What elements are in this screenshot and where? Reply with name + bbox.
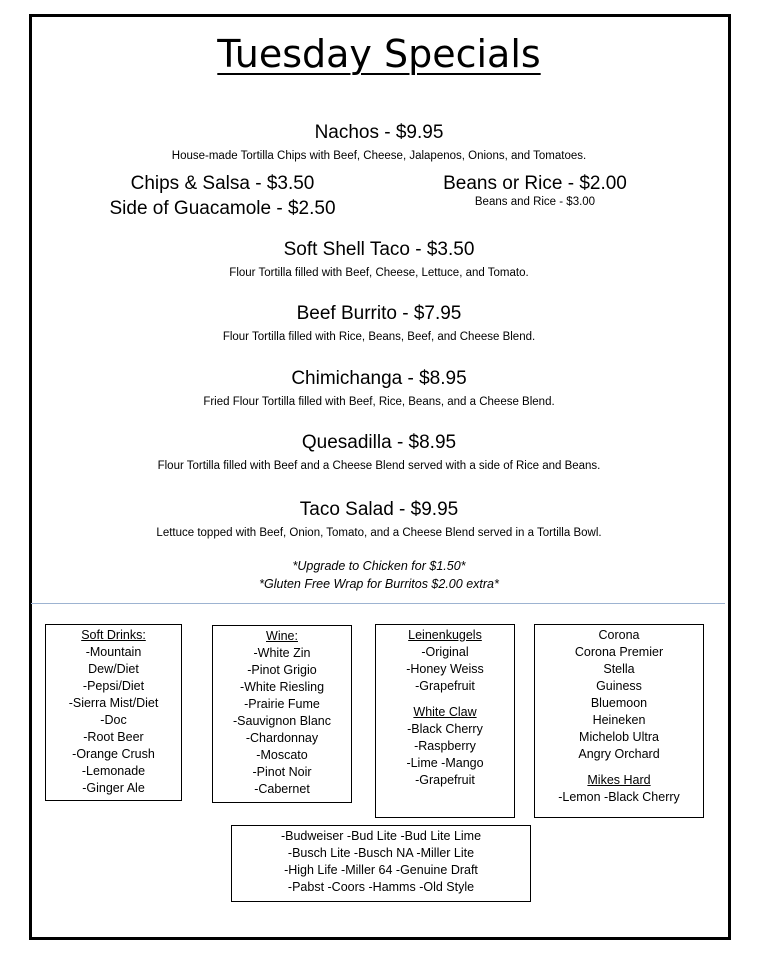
menu-item-taco xyxy=(0,239,758,279)
item-desc: House-made Tortilla Chips with Beef, Cheese, Jalapenos, Onions, and Tomatoes. xyxy=(171,150,587,162)
list-item: -Prairie Fume xyxy=(244,697,320,711)
item-name: Soft Shell Taco - $3.50 xyxy=(283,239,475,260)
item-chips-salsa: Chips & Salsa - $3.50 xyxy=(130,173,315,194)
soft-drinks-header: Soft Drinks: xyxy=(81,628,146,642)
domestic-beers-box xyxy=(231,825,531,902)
list-item: -Chardonnay xyxy=(245,731,319,745)
mikes-hard-header: Mikes Hard xyxy=(587,773,651,787)
item-desc: Beans and Rice - $3.00 xyxy=(474,196,596,208)
list-item: -Grapefruit xyxy=(415,679,475,693)
list-item: Stella xyxy=(603,662,635,676)
note-chicken-upgrade: *Upgrade to Chicken for $1.50* xyxy=(292,559,466,573)
list-item: -Sauvignon Blanc xyxy=(233,714,331,728)
list-item: -Cabernet xyxy=(254,782,310,796)
list-item: -Moscato xyxy=(256,748,308,762)
list-item: -Root Beer xyxy=(83,730,144,744)
menu-item-taco-salad xyxy=(0,499,758,539)
list-item: -Pepsi/Diet xyxy=(82,679,145,693)
list-item: Dew/Diet xyxy=(88,662,139,676)
list-item: -Lime -Mango xyxy=(406,756,484,770)
item-guacamole: Side of Guacamole - $2.50 xyxy=(109,198,336,219)
list-item: -Pinot Grigio xyxy=(247,663,317,677)
list-item: -Black Cherry xyxy=(407,722,483,736)
list-item: -Grapefruit xyxy=(415,773,475,787)
wine-box xyxy=(212,625,352,803)
spacer xyxy=(535,763,703,772)
note-gluten-free: *Gluten Free Wrap for Burritos $2.00 extra* xyxy=(259,577,499,591)
spacer xyxy=(376,695,514,704)
list-item: -White Zin xyxy=(253,646,311,660)
list-item: -Budweiser -Bud Lite -Bud Lite Lime xyxy=(280,829,482,843)
wine-header: Wine: xyxy=(266,629,298,643)
imports-box xyxy=(534,624,704,818)
section-divider xyxy=(31,603,725,604)
list-item: Corona xyxy=(598,628,640,642)
list-item: -Doc xyxy=(100,713,127,727)
list-item: Angry Orchard xyxy=(578,747,660,761)
item-desc: Lettuce topped with Beef, Onion, Tomato, and a Cheese Blend served in a Tortilla Bowl. xyxy=(156,527,602,539)
item-name: Chimichanga - $8.95 xyxy=(291,368,467,389)
list-item: -High Life -Miller 64 -Genuine Draft xyxy=(284,863,478,877)
leinenkugels-header: Leinenkugels xyxy=(408,628,482,642)
list-item: -Mountain xyxy=(85,645,142,659)
menu-item-quesadilla xyxy=(0,432,758,472)
list-item: -Raspberry xyxy=(414,739,476,753)
white-claw-header: White Claw xyxy=(413,705,477,719)
list-item: -Ginger Ale xyxy=(82,781,145,795)
menu-item-chimichanga xyxy=(0,368,758,408)
list-item: -Honey Weiss xyxy=(406,662,484,676)
list-item: Bluemoon xyxy=(590,696,648,710)
menu-sides-left xyxy=(90,171,355,221)
item-desc: Flour Tortilla filled with Rice, Beans, Beef, and Cheese Blend. xyxy=(222,331,536,343)
list-item: Guiness xyxy=(596,679,642,693)
list-item: -White Riesling xyxy=(239,680,325,694)
list-item: -Lemonade xyxy=(81,764,146,778)
list-item: -Orange Crush xyxy=(72,747,155,761)
menu-item-beans-rice xyxy=(415,171,655,208)
list-item: -Lemon -Black Cherry xyxy=(558,790,680,804)
leinenkugels-box xyxy=(375,624,515,818)
item-name: Beans or Rice - $2.00 xyxy=(443,173,627,194)
soft-drinks-box xyxy=(45,624,182,801)
list-item: -Pabst -Coors -Hamms -Old Style xyxy=(287,880,475,894)
menu-item-nachos xyxy=(0,122,758,162)
list-item: Corona Premier xyxy=(574,645,664,659)
item-desc: Flour Tortilla filled with Beef and a Cheese Blend served with a side of Rice and Beans. xyxy=(157,460,601,472)
item-name: Quesadilla - $8.95 xyxy=(301,432,457,453)
item-name: Nachos - $9.95 xyxy=(314,122,444,143)
list-item: -Sierra Mist/Diet xyxy=(68,696,159,710)
page-title: Tuesday Specials xyxy=(217,32,541,76)
list-item: -Original xyxy=(421,645,469,659)
list-item: -Busch Lite -Busch NA -Miller Lite xyxy=(287,846,475,860)
list-item: Michelob Ultra xyxy=(579,730,659,744)
menu-notes xyxy=(0,557,758,593)
list-item: Heineken xyxy=(592,713,646,727)
list-item: -Pinot Noir xyxy=(252,765,312,779)
item-desc: Flour Tortilla filled with Beef, Cheese, Lettuce, and Tomato. xyxy=(229,267,529,279)
item-name: Beef Burrito - $7.95 xyxy=(296,303,462,324)
item-desc: Fried Flour Tortilla filled with Beef, Rice, Beans, and a Cheese Blend. xyxy=(203,396,555,408)
menu-item-burrito xyxy=(0,303,758,343)
item-name: Taco Salad - $9.95 xyxy=(299,499,459,520)
